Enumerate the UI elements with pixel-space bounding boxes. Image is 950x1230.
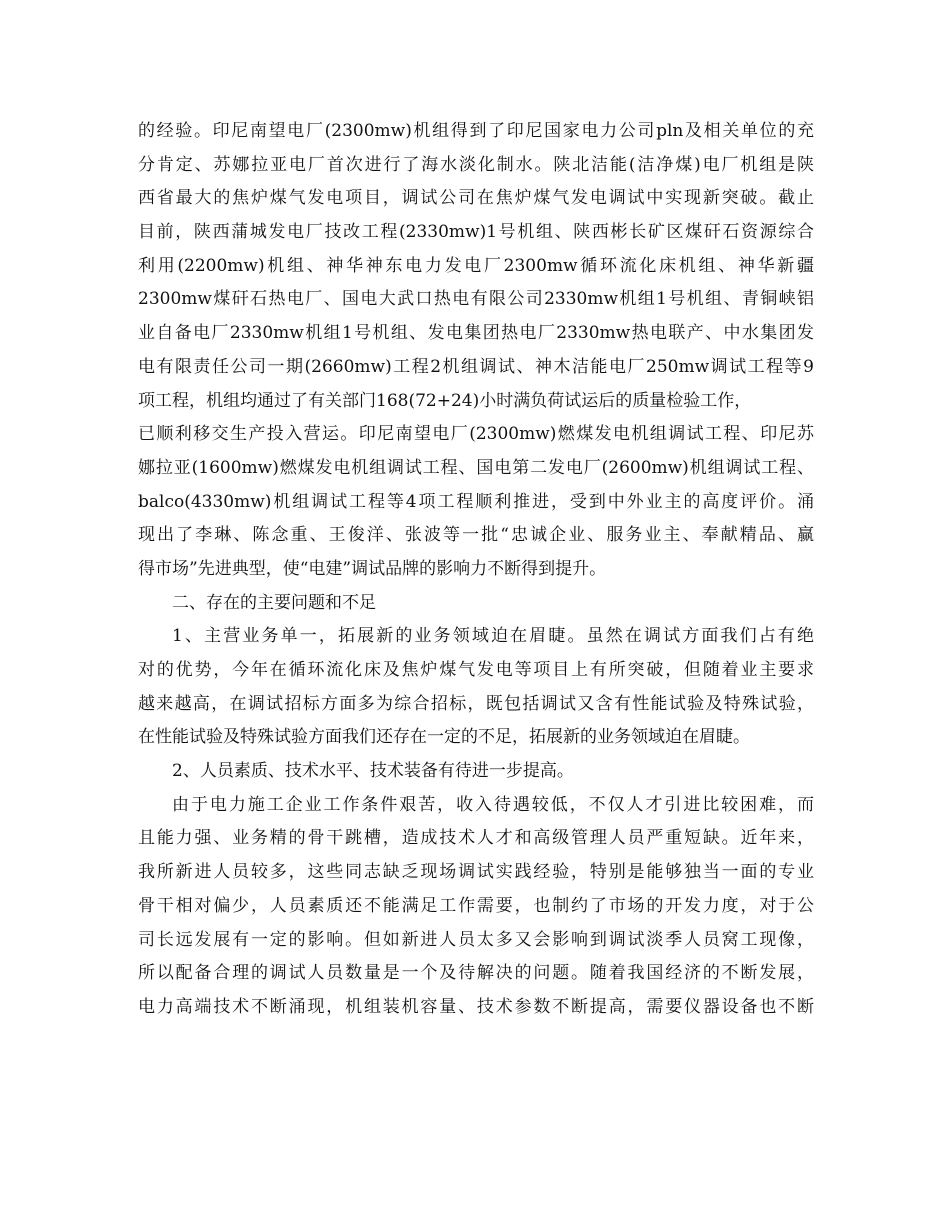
text-line: 分肯定、苏娜拉亚电厂首次进行了海水淡化制水。陕北洁能(洁净煤)电厂机组是陕 <box>138 154 814 175</box>
text-line: 对的优势，今年在循环流化床及焦炉煤气发电等项目上有所突破，但随着业主要求 <box>138 660 814 680</box>
text-line: 西省最大的焦炉煤气发电项目，调试公司在焦炉煤气发电调试中实现新突破。截止 <box>138 188 814 209</box>
text-line: 我所新进人员较多，这些同志缺乏现场调试实践经验，特别是能够独当一面的专业 <box>138 862 814 883</box>
document-body <box>138 115 814 1025</box>
paragraph-first-line: 由于电力施工企业工作条件艰苦，收入待遇较低，不仅人才引进比较困难，而 <box>172 794 814 815</box>
text-line: 利用(2200mw)机组、神华神东电力发电厂2300mw循环流化床机组、神华新疆 <box>138 255 814 276</box>
text-line: 已顺利移交生产投入营运。印尼南望电厂(2300mw)燃煤发电机组调试工程、印尼苏 <box>138 424 814 445</box>
text-line: 骨干相对偏少，人员素质还不能满足工作需要，也制约了市场的开发力度，对于公 <box>138 895 814 916</box>
text-line: 电力高端技术不断涌现，机组装机容量、技术参数不断提高，需要仪器设备也不断 <box>138 996 814 1017</box>
text-line: 现出了李琳、陈念重、王俊洋、张波等一批“忠诚企业、服务业主、奉献精品、赢 <box>138 525 814 546</box>
numbered-paragraph-first-line: 1、主营业务单一，拓展新的业务领域迫在眉睫。虽然在调试方面我们占有绝 <box>172 626 814 647</box>
section-heading: 二、存在的主要问题和不足 <box>172 592 376 613</box>
text-line: 娜拉亚(1600mw)燃煤发电机组调试工程、国电第二发电厂(2600mw)机组调试工程、 <box>138 457 814 478</box>
text-line: 目前，陕西蒲城发电厂技改工程(2330mw)1号机组、陕西彬长矿区煤矸石资源综合 <box>138 222 814 243</box>
text-line: 司长远发展有一定的影响。但如新进人员太多又会影响到调试淡季人员窝工现像， <box>138 929 814 950</box>
text-line: 且能力强、业务精的骨干跳槽，造成技术人才和高级管理人员严重短缺。近年来， <box>138 828 814 849</box>
numbered-item-heading: 2、人员素质、技术水平、技术装备有待进一步提高。 <box>172 761 574 782</box>
text-line: 项工程，机组均通过了有关部门168(72+24)小时满负荷试运后的质量检验工作， <box>138 390 752 411</box>
text-line: 越来越高，在调试招标方面多为综合招标，既包括调试又含有性能试验及特殊试验， <box>138 693 814 714</box>
text-line: 所以配备合理的调试人员数量是一个及待解决的问题。随着我国经济的不断发展， <box>138 963 814 984</box>
text-line: 2300mw煤矸石热电厂、国电大武口热电有限公司2330mw机组1号机组、青铜峡铝 <box>138 289 814 310</box>
text-line: 电有限责任公司一期(2660mw)工程2机组调试、神木洁能电厂250mw调试工程等9 <box>138 356 814 377</box>
paragraph-end-line: 得市场”先进典型，使“电建”调试品牌的影响力不断得到提升。 <box>138 558 607 579</box>
text-line: 业自备电厂2330mw机组1号机组、发电集团热电厂2330mw热电联产、中水集团发 <box>138 323 814 344</box>
paragraph-end-line: 在性能试验及特殊试验方面我们还存在一定的不足，拓展新的业务领域迫在眉睫。 <box>138 727 750 748</box>
text-line: balco(4330mw)机组调试工程等4项工程顺利推进，受到中外业主的高度评价。涌 <box>138 491 814 512</box>
text-line: 的经验。印尼南望电厂(2300mw)机组得到了印尼国家电力公司pln及相关单位的充 <box>138 121 814 141</box>
